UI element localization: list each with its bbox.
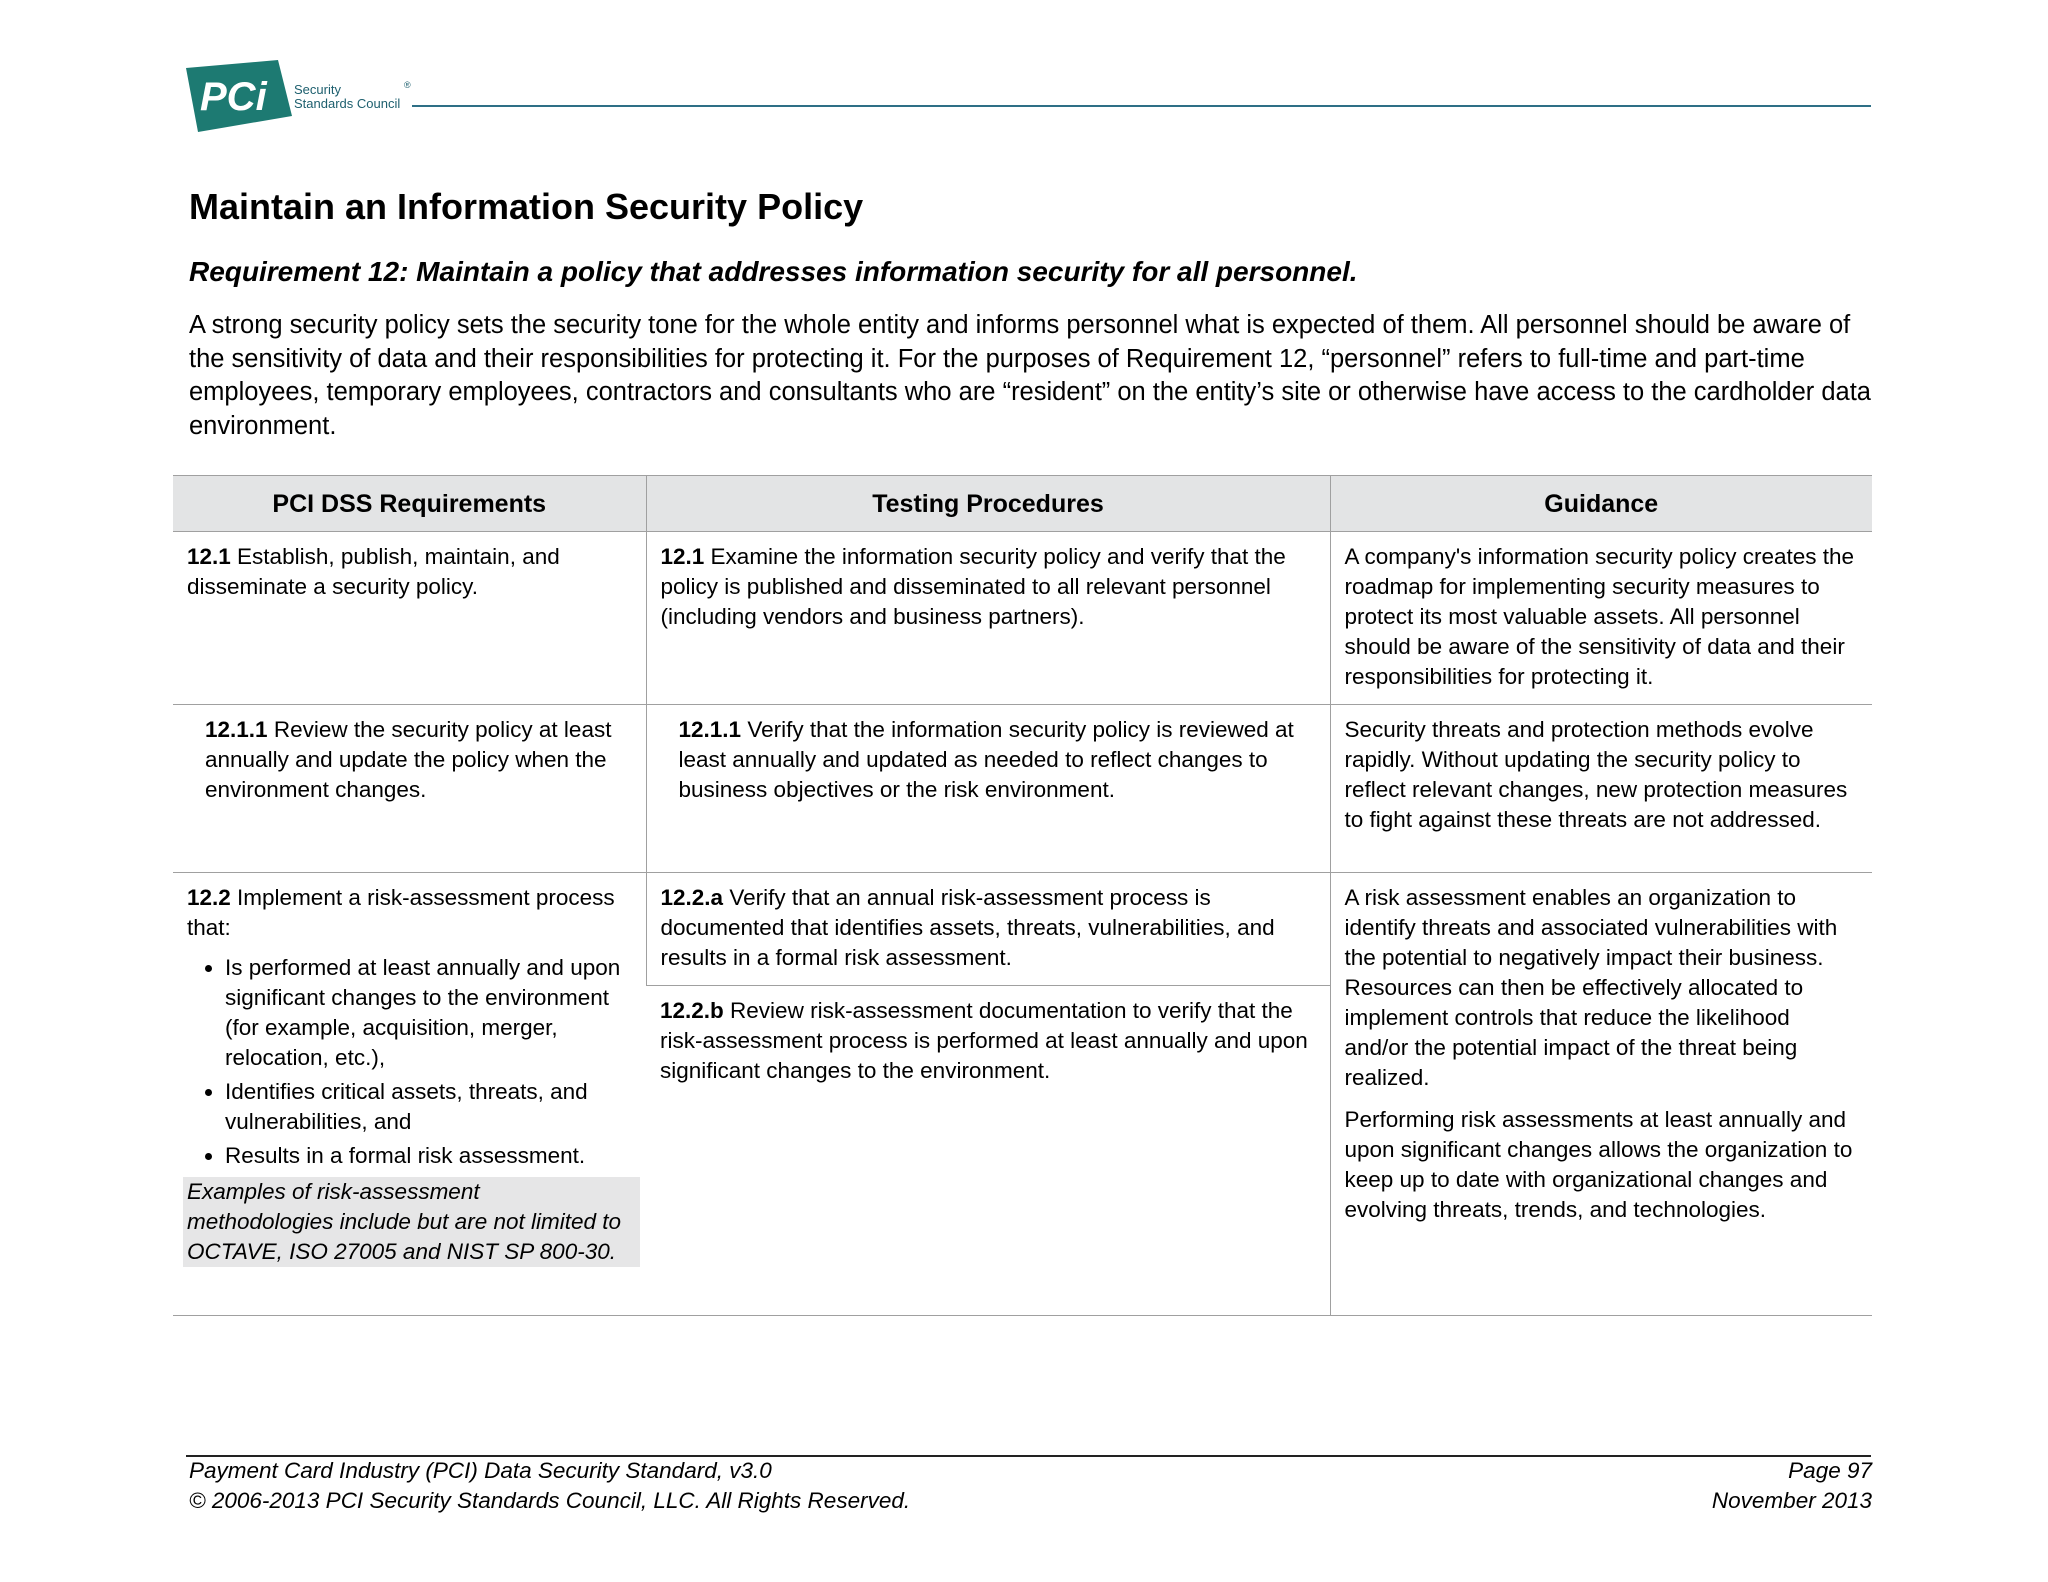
header-rule <box>412 105 1871 107</box>
procedure-number: 12.2.b <box>660 998 724 1023</box>
guidance-cell <box>1330 873 1872 1316</box>
guidance-text: Security threats and protection methods evolve rapidly. Without updating the security policy to reflect relevant changes, new protection measures to fight against these threats are not addressed. <box>1344 717 1848 832</box>
requirement-number: 12.2 <box>187 885 231 910</box>
guidance-paragraph: Performing risk assessments at least annually and upon significant changes allows the organization to keep up to date with organizational changes and evolving threats, trends, and technologies. <box>1344 1107 1853 1222</box>
header-pci-dss-requirements: PCI DSS Requirements <box>173 476 646 532</box>
guidance-cell <box>1330 705 1872 873</box>
guidance-text: A company's information security policy creates the roadmap for implementing security measures to protect its most valuable assets. All personnel should be aware of the sensitivity of data and their responsibilities for protecting it. <box>1344 544 1855 689</box>
requirement-cell <box>173 532 646 705</box>
table-header-row <box>173 476 1872 532</box>
table-row <box>173 532 1872 705</box>
table-row <box>173 705 1872 873</box>
bullet-item: • Identifies critical assets, threats, and vulnerabilities, and <box>225 1077 632 1137</box>
logo-line1: Security <box>294 82 341 97</box>
footer-document-title: Payment Card Industry (PCI) Data Security Standard, v3.0 <box>189 1458 772 1483</box>
procedure-number: 12.1 <box>660 544 705 569</box>
header-testing-procedures: Testing Procedures <box>646 476 1330 532</box>
methodology-note: Examples of risk-assessment methodologies include but are not limited to OCTAVE, ISO 27005 and NIST SP 800-30. <box>183 1177 640 1267</box>
bullet-item: • Results in a formal risk assessment. <box>225 1141 632 1171</box>
procedure-text: Examine the information security policy and verify that the policy is published and disseminated to all relevant personnel (including vendors and business partners). <box>660 544 1286 629</box>
table-row <box>173 873 1872 986</box>
procedure-text: Verify that the information security policy is reviewed at least annually and updated as needed to reflect changes to business objectives or the risk environment. <box>678 717 1294 802</box>
pci-logo <box>186 60 416 132</box>
logo-line2: Standards Council <box>294 96 401 111</box>
procedure-number: 12.2.a <box>660 885 724 910</box>
procedure-text: Review risk-assessment documentation to verify that the risk-assessment process is performed at least annually and upon significant changes to the environment. <box>660 998 1308 1083</box>
procedure-number: 12.1.1 <box>678 717 742 742</box>
footer-page-number: Page 97 <box>1788 1458 1872 1483</box>
footer-copyright: © 2006-2013 PCI Security Standards Council, LLC. All Rights Reserved. <box>189 1488 911 1513</box>
requirement-text: Review the security policy at least annually and update the policy when the environment changes. <box>205 717 612 802</box>
bullet-item: • Is performed at least annually and upon significant changes to the environment (for example, acquisition, merger, relocation, etc.), <box>225 953 632 1073</box>
requirement-bullet-list <box>187 953 632 1171</box>
testing-procedure-cell <box>646 705 1330 873</box>
header-guidance: Guidance <box>1330 476 1872 532</box>
testing-procedure-cell <box>646 986 1330 1316</box>
logo-text: PCi <box>200 75 267 119</box>
requirement-cell <box>173 705 646 873</box>
footer-rule <box>186 1455 1871 1457</box>
requirement-text: Implement a risk-assessment process that: <box>187 885 615 940</box>
guidance-cell <box>1330 532 1872 705</box>
requirement-text: Establish, publish, maintain, and disseminate a security policy. <box>187 544 560 599</box>
pci-logo-graphic <box>186 60 416 132</box>
intro-paragraph: A strong security policy sets the security tone for the whole entity and informs personnel what is expected of them. All personnel should be aware of the sensitivity of data and their responsibilities for protecting it. For the purposes of Requirement 12, “personnel” refers to full-time and part-time employees, temporary employees, contractors and consultants who are “resident” on the entity’s site or otherwise have access to the cardholder data environment. <box>189 311 1871 440</box>
procedure-text: Verify that an annual risk-assessment process is documented that identifies assets, threats, vulnerabilities, and results in a formal risk assessment. <box>660 885 1275 970</box>
testing-procedure-cell <box>646 873 1330 986</box>
requirement-number: 12.1 <box>187 544 231 569</box>
guidance-paragraph: A risk assessment enables an organization to identify threats and associated vulnerabilities with the potential to negatively impact their business. Resources can then be effectively allocated to implement controls that reduce the likelihood and/or the potential impact of the threat being realized. <box>1344 885 1838 1090</box>
testing-procedure-cell <box>646 532 1330 705</box>
requirements-table <box>173 475 1872 1316</box>
logo-registered-mark: ® <box>404 80 411 90</box>
page-title: Maintain an Information Security Policy <box>189 186 864 227</box>
requirement-subtitle: Requirement 12: Maintain a policy that addresses information security for all personnel. <box>189 256 1358 287</box>
footer-date: November 2013 <box>1711 1488 1872 1513</box>
requirement-cell <box>173 873 646 1316</box>
requirement-number: 12.1.1 <box>205 717 268 742</box>
